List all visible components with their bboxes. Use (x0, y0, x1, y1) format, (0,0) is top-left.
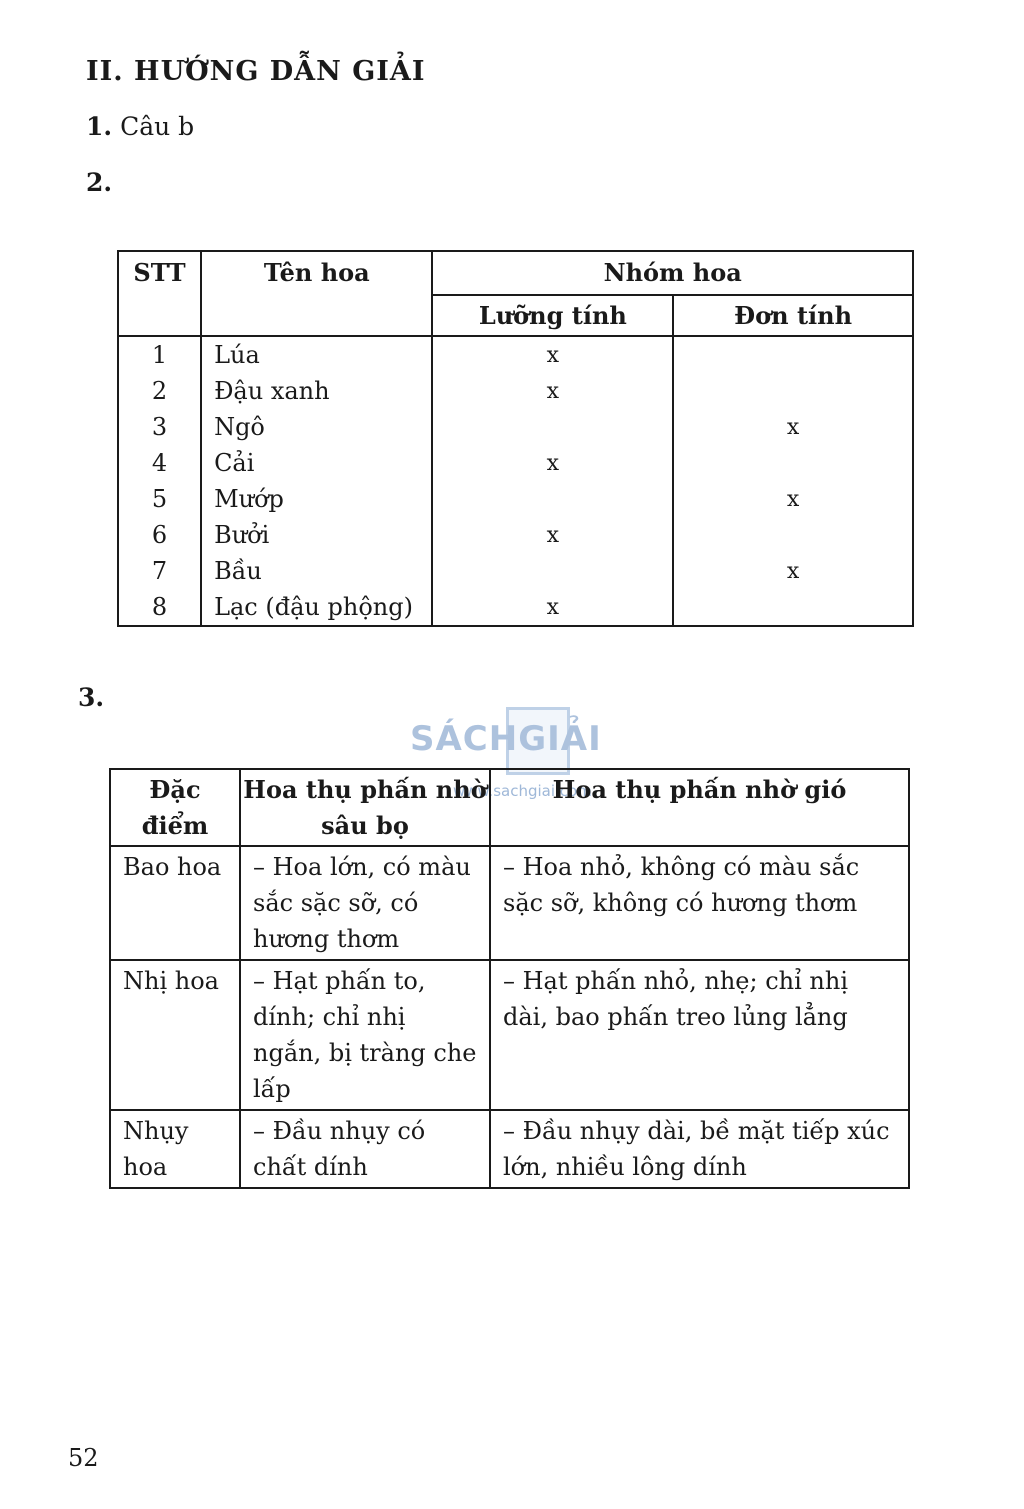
pollination-table (109, 768, 910, 1189)
cell-bisexual (432, 409, 673, 445)
cell-wind: – Hoa nhỏ, không có màu sắc sặc sỡ, không có hương thơm (490, 846, 909, 960)
table-row (118, 445, 913, 481)
cell-flower-name: Đậu xanh (201, 373, 432, 409)
table-row (118, 481, 913, 517)
header-flower-group: Nhóm hoa (432, 251, 913, 295)
cell-stt: 6 (118, 517, 201, 553)
cell-flower-name: Ngô (201, 409, 432, 445)
question-3-number: 3. (78, 683, 105, 712)
cell-bisexual: x (432, 336, 673, 373)
cell-feature: Nhụy hoa (110, 1110, 240, 1188)
cell-unisexual: x (673, 481, 913, 517)
header-insect-pollinated: Hoa thụ phấn nhờ sâu bọ (240, 769, 490, 846)
cell-flower-name: Lạc (đậu phộng) (201, 589, 432, 626)
table-row (118, 373, 913, 409)
watermark-brand-right: IẢI (547, 719, 602, 759)
table-row (118, 409, 913, 445)
cell-stt: 8 (118, 589, 201, 626)
cell-bisexual: x (432, 373, 673, 409)
question-2-number: 2. (86, 168, 113, 197)
table-row (118, 336, 913, 373)
watermark-logo (410, 715, 620, 775)
flower-group-table (117, 250, 914, 627)
cell-unisexual: x (673, 553, 913, 589)
cell-flower-name: Cải (201, 445, 432, 481)
cell-stt: 1 (118, 336, 201, 373)
cell-flower-name: Bưởi (201, 517, 432, 553)
cell-stt: 5 (118, 481, 201, 517)
header-feature: Đặc điểm (110, 769, 240, 846)
cell-flower-name: Lúa (201, 336, 432, 373)
table-row (118, 553, 913, 589)
cell-insect: – Hạt phấn to, dính; chỉ nhị ngắn, bị tràng che lấp (240, 960, 490, 1110)
question-1-number: 1. (86, 112, 113, 141)
cell-unisexual (673, 445, 913, 481)
cell-insect: – Hoa lớn, có màu sắc sặc sỡ, có hương thơm (240, 846, 490, 960)
cell-unisexual (673, 589, 913, 626)
header-flower-name: Tên hoa (201, 251, 432, 336)
cell-unisexual (673, 373, 913, 409)
cell-bisexual: x (432, 517, 673, 553)
cell-stt: 2 (118, 373, 201, 409)
question-1-answer: Câu b (120, 112, 195, 141)
cell-bisexual (432, 553, 673, 589)
cell-stt: 3 (118, 409, 201, 445)
table-row (118, 517, 913, 553)
cell-wind: – Đầu nhụy dài, bề mặt tiếp xúc lớn, nhiều lông dính (490, 1110, 909, 1188)
cell-insect: – Đầu nhụy có chất dính (240, 1110, 490, 1188)
header-wind-pollinated: Hoa thụ phấn nhờ gió (490, 769, 909, 846)
cell-stt: 4 (118, 445, 201, 481)
cell-wind: – Hạt phấn nhỏ, nhẹ; chỉ nhị dài, bao phấn treo lủng lẳng (490, 960, 909, 1110)
table-row (118, 589, 913, 626)
cell-feature: Bao hoa (110, 846, 240, 960)
watermark-brand-mid: G (518, 719, 548, 759)
cell-flower-name: Bầu (201, 553, 432, 589)
watermark-brand-left: SÁCH (410, 719, 519, 759)
section-heading: II. HƯỚNG DẪN GIẢI (86, 56, 426, 87)
cell-bisexual: x (432, 445, 673, 481)
question-1 (86, 112, 194, 141)
cell-unisexual (673, 336, 913, 373)
cell-flower-name: Mướp (201, 481, 432, 517)
cell-bisexual: x (432, 589, 673, 626)
cell-unisexual (673, 517, 913, 553)
header-unisexual: Đơn tính (673, 295, 913, 336)
page-number: 52 (68, 1444, 99, 1472)
table-row (110, 846, 909, 960)
cell-unisexual: x (673, 409, 913, 445)
table-row (110, 960, 909, 1110)
watermark-url: www.sachgiai.com (453, 782, 592, 800)
table-row (110, 1110, 909, 1188)
cell-bisexual (432, 481, 673, 517)
cell-feature: Nhị hoa (110, 960, 240, 1110)
header-bisexual: Lưỡng tính (432, 295, 673, 336)
header-stt: STT (118, 251, 201, 336)
cell-stt: 7 (118, 553, 201, 589)
